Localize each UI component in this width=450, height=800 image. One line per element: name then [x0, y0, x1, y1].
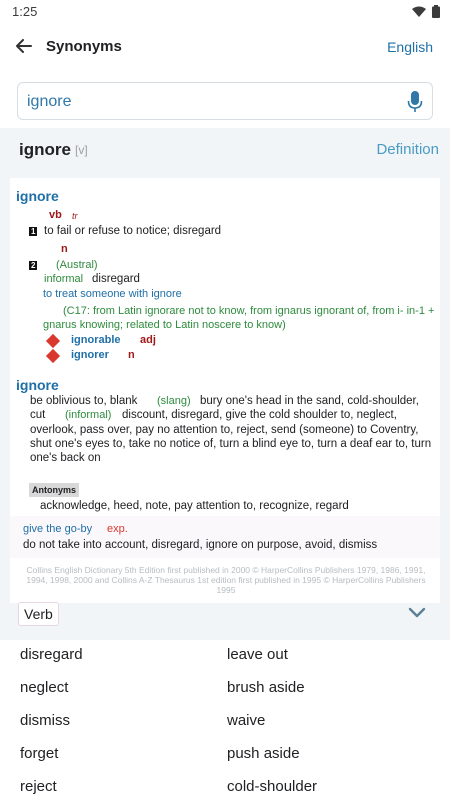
- synonym-item[interactable]: neglect: [20, 679, 69, 696]
- register-label: (slang): [157, 395, 191, 407]
- sense-definition: disregard: [92, 273, 140, 285]
- arrow-left-icon: [16, 39, 32, 53]
- status-icons: [412, 5, 440, 18]
- pos-label: vb: [49, 209, 62, 221]
- search-box: [17, 82, 433, 120]
- idiom-section: [10, 516, 440, 558]
- idiom-definition: do not take into account, disregard, ignore on purpose, avoid, dismiss: [23, 539, 378, 551]
- synonym-text: cut: [30, 409, 46, 421]
- search-input[interactable]: [27, 90, 387, 114]
- microphone-icon[interactable]: [407, 90, 423, 114]
- copyright-notice: Collins English Dictionary 5th Edition first published in 2000 © HarperCollins Publishers 1979, 1986, 1991, 1994, 1998, 2000 and Collins A-Z Thesaurus 1st edition first published in 1995 © HarperCollins Publishers 1995: [26, 565, 426, 595]
- dictionary-card: [10, 178, 440, 603]
- chevron-down-icon[interactable]: [407, 603, 427, 623]
- entry-pos-tag: [v]: [75, 143, 88, 157]
- register-label: informal: [44, 273, 84, 285]
- antonyms-text: acknowledge, heed, note, pay attention to, recognize, regard: [40, 500, 349, 512]
- pos-label: n: [128, 349, 135, 361]
- definition-button[interactable]: Definition: [376, 141, 439, 158]
- idiom-phrase: give the go-by: [23, 523, 93, 535]
- synonym-item[interactable]: dismiss: [20, 712, 71, 729]
- sense-number: 1: [31, 227, 36, 236]
- entry-word: ignore: [19, 140, 71, 159]
- synonym-item[interactable]: cold-shoulder: [227, 778, 318, 795]
- synonym-item[interactable]: disregard: [20, 646, 83, 663]
- synonym-item[interactable]: reject: [20, 778, 57, 795]
- register-label: (informal): [65, 409, 112, 421]
- synonym-text: overlook, pass over, pay no attention to, reject, send (someone) to Coventry, shut one's eyes to, take no notice of, turn a blind eye to, turn a deaf ear to, turn one's back on: [30, 424, 432, 464]
- battery-icon: [432, 5, 440, 18]
- wifi-icon: [412, 6, 426, 18]
- status-time: 1:25: [12, 4, 38, 19]
- synonym-text: be oblivious to, blank: [30, 395, 138, 407]
- sense-example: to treat someone with ignore: [43, 288, 182, 300]
- etymology: gnarus knowing; related to Latin noscere to know): [43, 319, 286, 331]
- pos-label: n: [61, 243, 68, 255]
- pos-label: adj: [140, 334, 156, 346]
- headword: ignore: [16, 188, 59, 204]
- page-title: Synonyms: [46, 38, 122, 55]
- derived-word[interactable]: ignorable: [71, 334, 121, 346]
- pos-transitive: tr: [72, 211, 78, 221]
- synonym-item[interactable]: leave out: [227, 646, 288, 663]
- synonym-text: discount, disregard, give the cold shoulder to, neglect,: [122, 409, 397, 421]
- app-bar: [0, 24, 450, 70]
- derived-word[interactable]: ignorer: [71, 349, 109, 361]
- thesaurus-headword: ignore: [16, 377, 59, 393]
- sense-definition: to fail or refuse to notice; disregard: [44, 225, 222, 237]
- language-selector[interactable]: English: [387, 39, 433, 55]
- synonym-item[interactable]: waive: [227, 712, 266, 729]
- status-bar: [0, 0, 450, 24]
- synonym-item[interactable]: forget: [20, 745, 59, 762]
- diamond-icon: [46, 349, 60, 363]
- sense-number: 2: [31, 261, 36, 270]
- expression-tag: exp.: [107, 523, 128, 535]
- region-label: (Austral): [56, 259, 98, 271]
- antonyms-label: Antonyms: [29, 483, 79, 497]
- diamond-icon: [46, 334, 60, 348]
- back-button[interactable]: [12, 34, 36, 58]
- synonym-item[interactable]: push aside: [227, 745, 300, 762]
- etymology: (C17: from Latin ignorare not to know, from ignarus ignorant of, from i- in-1 +: [63, 305, 435, 317]
- verb-tab[interactable]: Verb: [18, 602, 59, 626]
- synonym-item[interactable]: brush aside: [227, 679, 305, 696]
- synonym-text: bury one's head in the sand, cold-shoulder,: [200, 395, 419, 407]
- synonym-list: [0, 640, 450, 800]
